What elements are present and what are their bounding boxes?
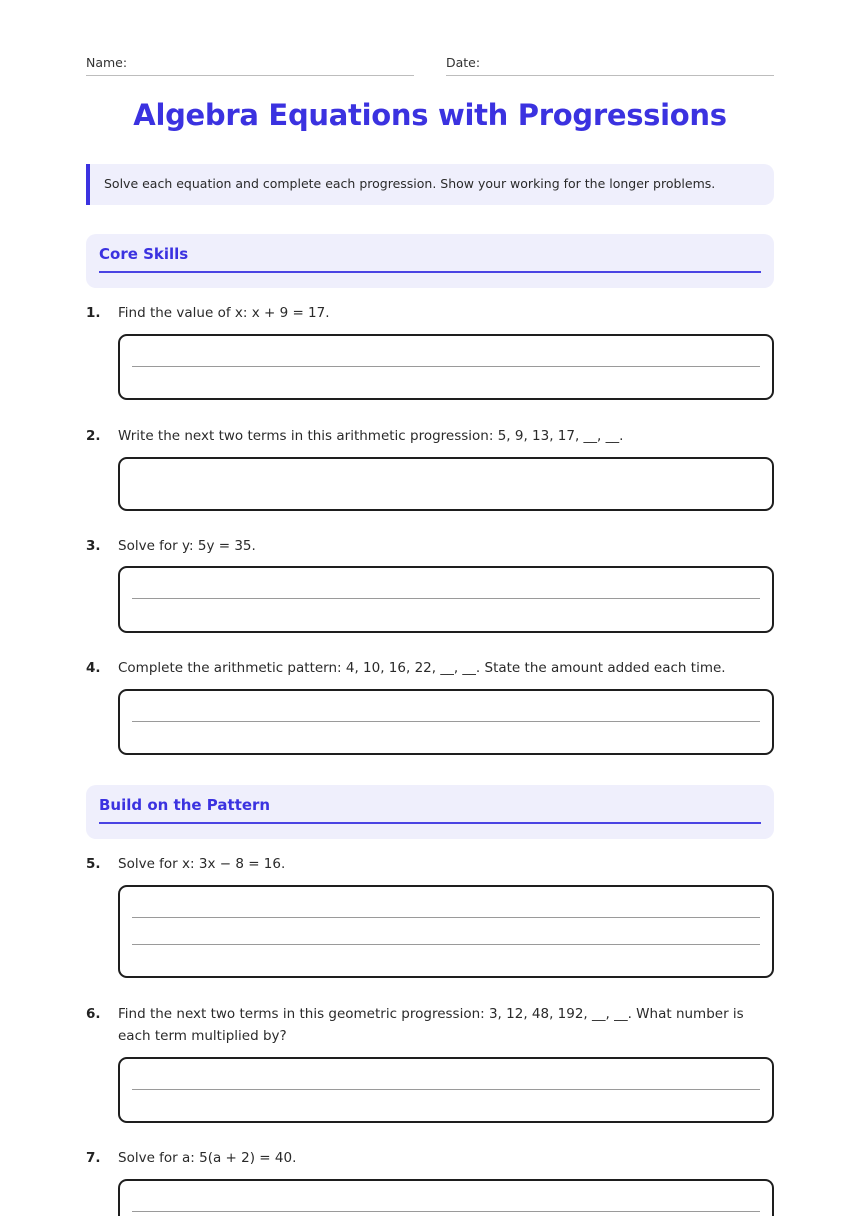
instructions-box (86, 164, 774, 205)
question-text: Find the next two terms in this geometric progression: 3, 12, 48, 192, __, __. What number is each term multiplied by? (118, 1006, 744, 1044)
question-number: 1. (86, 305, 101, 321)
answer-line (132, 1211, 760, 1212)
section-title: Build on the Pattern (99, 796, 271, 814)
question-text: Find the value of x: x + 9 = 17. (118, 305, 330, 321)
worksheet-title: Algebra Equations with Progressions (133, 98, 727, 132)
question-number: 3. (86, 538, 101, 554)
answer-line (132, 598, 760, 599)
name-label: Name: (86, 55, 128, 70)
question-text: Complete the arithmetic pattern: 4, 10, 16, 22, __, __. State the amount added each time. (118, 660, 726, 676)
question-text: Solve for y: 5y = 35. (118, 538, 256, 554)
answer-line (132, 917, 760, 918)
question-number: 6. (86, 1006, 101, 1022)
question-number: 2. (86, 428, 101, 444)
section-header-build-on-the-pattern (86, 785, 774, 839)
answer-line (132, 1089, 760, 1090)
answer-box[interactable] (118, 334, 774, 400)
answer-box[interactable] (118, 566, 774, 633)
question-text: Solve for a: 5(a + 2) = 40. (118, 1150, 297, 1166)
section-underline (99, 822, 761, 824)
section-underline (99, 271, 761, 273)
name-date-row (86, 54, 774, 76)
question-number: 5. (86, 856, 101, 872)
instructions-text: Solve each equation and complete each progression. Show your working for the longer problems. (104, 176, 716, 191)
section-header-core-skills (86, 234, 774, 288)
answer-box[interactable] (118, 689, 774, 755)
date-label: Date: (446, 55, 481, 70)
answer-line (132, 944, 760, 945)
name-field[interactable] (86, 54, 414, 76)
answer-box[interactable] (118, 457, 774, 511)
answer-box[interactable] (118, 1057, 774, 1123)
answer-line (132, 366, 760, 367)
answer-box[interactable] (118, 1179, 774, 1216)
answer-box[interactable] (118, 885, 774, 978)
question-number: 4. (86, 660, 101, 676)
date-field[interactable] (446, 54, 774, 76)
section-title: Core Skills (99, 245, 189, 263)
question-number: 7. (86, 1150, 101, 1166)
question-text: Solve for x: 3x − 8 = 16. (118, 856, 286, 872)
answer-line (132, 721, 760, 722)
question-text: Write the next two terms in this arithmetic progression: 5, 9, 13, 17, __, __. (118, 428, 624, 444)
